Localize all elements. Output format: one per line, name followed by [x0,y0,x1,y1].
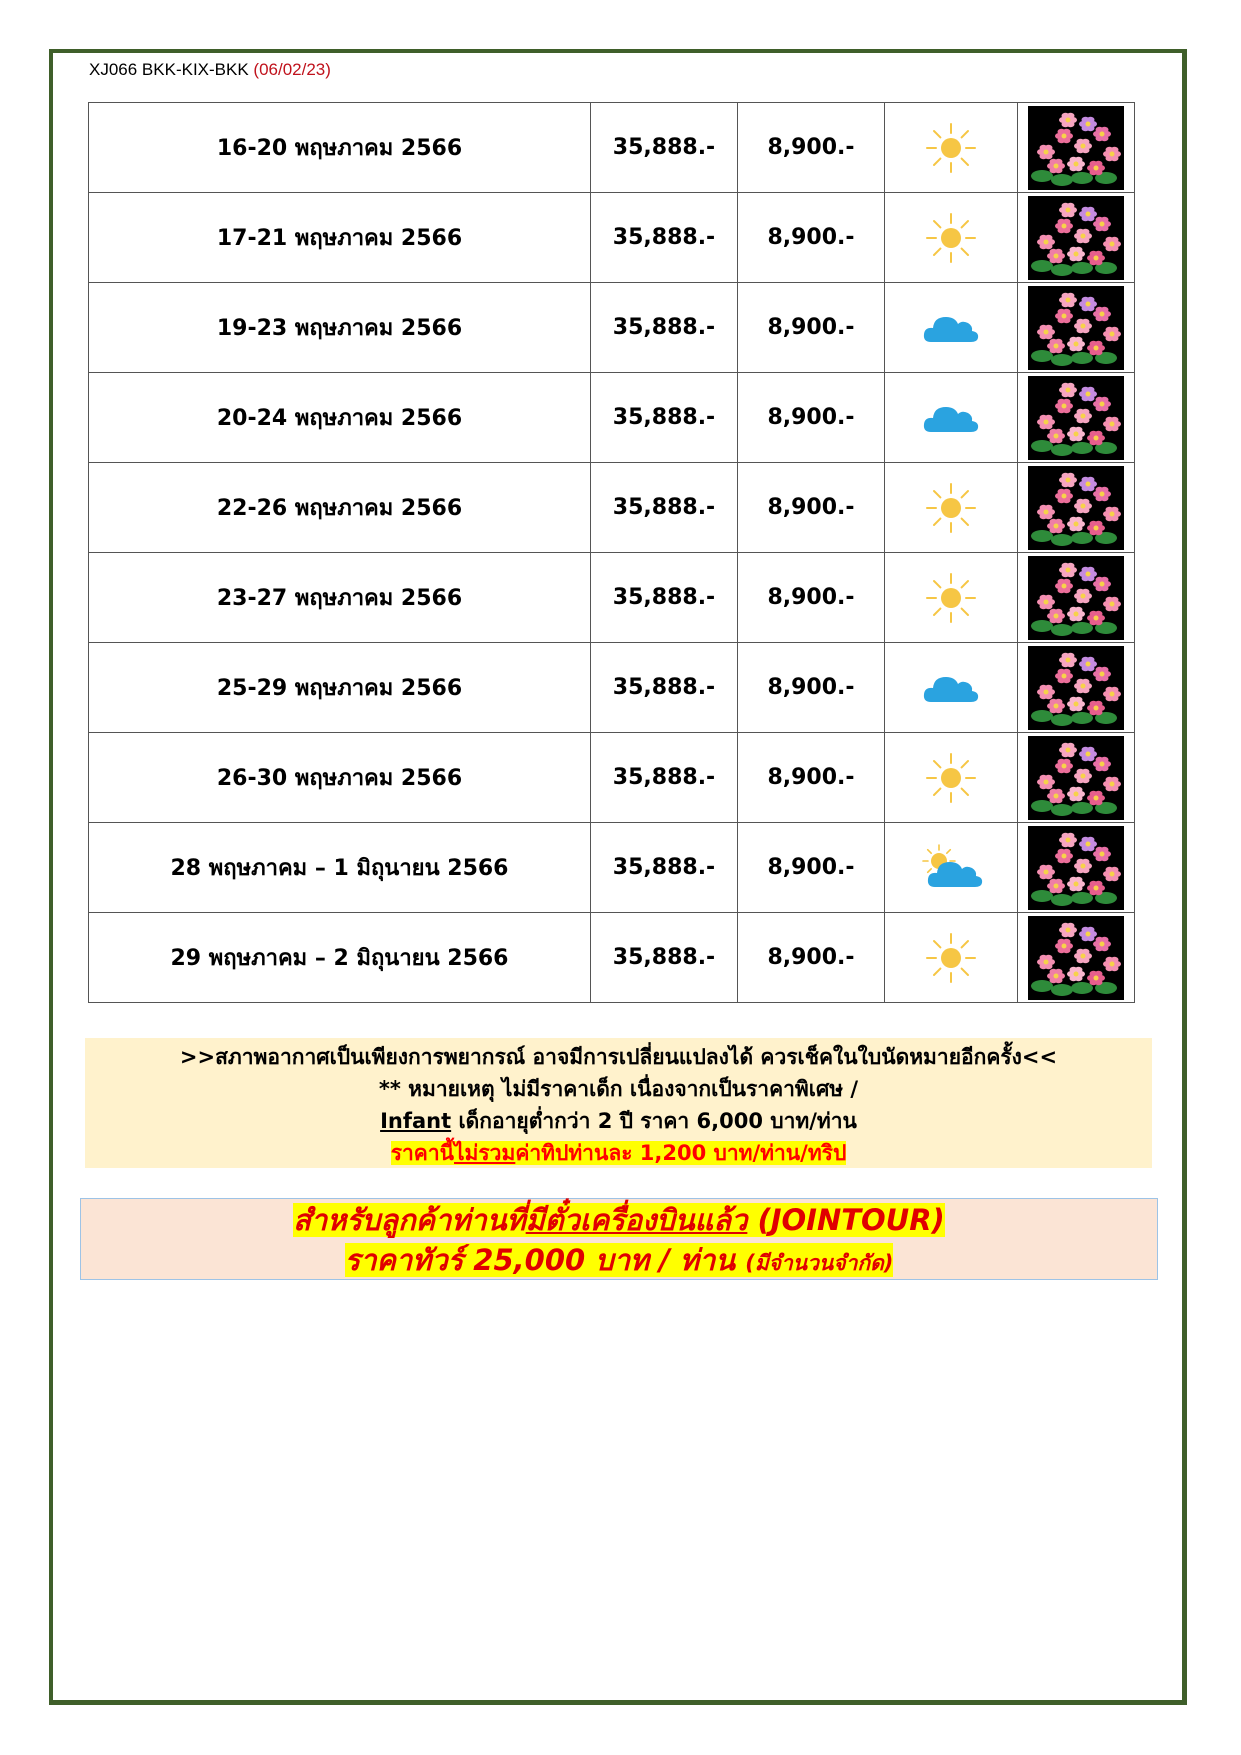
flower-cell [1018,553,1135,643]
table-row [89,913,1135,1003]
flower-cell [1018,283,1135,373]
price: 35,888.- [591,373,738,463]
tip-note-part-c: ค่าทิปท่านละ 1,200 บาท/ท่าน/ทริป [515,1141,847,1165]
jointour-line2-highlight [345,1243,894,1277]
table-row [89,643,1135,733]
tour-code: XJ066 BKK-KIX-BKK [89,60,249,79]
sun-icon [885,750,1017,806]
flower-image [1018,286,1134,370]
flower-cell [1018,643,1135,733]
sun-icon [885,930,1017,986]
partly-cloudy-icon [885,843,1017,893]
schedule-table [88,102,1135,1003]
sun-icon [885,570,1017,626]
travel-dates: 17-21 พฤษภาคม 2566 [89,193,591,283]
travel-dates: 29 พฤษภาคม – 2 มิถุนายน 2566 [89,913,591,1003]
jointour-line1-highlight [293,1203,945,1237]
price: 35,888.- [591,913,738,1003]
flower-image [1018,916,1134,1000]
sun-icon [885,210,1017,266]
cloud-icon [885,398,1017,438]
single-supplement: 8,900.- [738,463,885,553]
weather-cell [885,823,1018,913]
price: 35,888.- [591,823,738,913]
single-supplement: 8,900.- [738,823,885,913]
travel-dates: 20-24 พฤษภาคม 2566 [89,373,591,463]
weather-cell [885,373,1018,463]
flower-image [1018,106,1134,190]
travel-dates: 26-30 พฤษภาคม 2566 [89,733,591,823]
sun-icon [885,120,1017,176]
travel-dates: 22-26 พฤษภาคม 2566 [89,463,591,553]
price: 35,888.- [591,193,738,283]
flower-cell [1018,373,1135,463]
weather-cell [885,553,1018,643]
flower-image [1018,556,1134,640]
single-supplement: 8,900.- [738,103,885,193]
weather-cell [885,733,1018,823]
table-row [89,823,1135,913]
travel-dates: 16-20 พฤษภาคม 2566 [89,103,591,193]
single-supplement: 8,900.- [738,733,885,823]
single-supplement: 8,900.- [738,373,885,463]
cloud-icon [885,308,1017,348]
flower-cell [1018,733,1135,823]
price: 35,888.- [591,283,738,373]
flower-image [1018,736,1134,820]
weather-disclaimer: >>สภาพอากาศเป็นเพียงการพยากรณ์ อาจมีการเปลี่ยนแปลงได้ ควรเช็คในใบนัดหมายอีกครั้ง<< [179,1045,1058,1069]
infant-price-text: เด็กอายุต่ำกว่า 2 ปี ราคา 6,000 บาท/ท่าน [451,1109,857,1133]
infant-price-note [85,1105,1152,1137]
flower-image [1018,646,1134,730]
price: 35,888.- [591,643,738,733]
table-row [89,553,1135,643]
flower-image [1018,826,1134,910]
weather-cell [885,643,1018,733]
tip-note-part-a: ราคานี้ [390,1141,454,1165]
table-row [89,283,1135,373]
table-row [89,463,1135,553]
weather-cell [885,913,1018,1003]
jointour-line1-c: (JOINTOUR) [747,1203,945,1237]
notes-box [85,1038,1152,1168]
flower-image [1018,466,1134,550]
price: 35,888.- [591,463,738,553]
weather-cell [885,283,1018,373]
price: 35,888.- [591,553,738,643]
flower-image [1018,196,1134,280]
sun-icon [885,480,1017,536]
travel-dates: 28 พฤษภาคม – 1 มิถุนายน 2566 [89,823,591,913]
tip-note-highlight [391,1141,847,1165]
weather-cell [885,103,1018,193]
table-row [89,193,1135,283]
flower-cell [1018,193,1135,283]
tip-note-part-b: ไม่รวม [454,1141,516,1165]
weather-cell [885,193,1018,283]
infant-label: Infant [380,1109,452,1133]
single-supplement: 8,900.- [738,913,885,1003]
flower-cell [1018,463,1135,553]
travel-dates: 23-27 พฤษภาคม 2566 [89,553,591,643]
price: 35,888.- [591,733,738,823]
flower-cell [1018,103,1135,193]
jointour-limited: (มีจำนวนจำกัด) [745,1251,894,1275]
jointour-line1-a: สำหรับลูกค้าท่านที่ [293,1203,526,1237]
page-header [89,60,331,80]
single-supplement: 8,900.- [738,553,885,643]
table-row [89,373,1135,463]
table-row [89,103,1135,193]
single-supplement: 8,900.- [738,283,885,373]
travel-dates: 19-23 พฤษภาคม 2566 [89,283,591,373]
cloud-icon [885,668,1017,708]
flower-image [1018,376,1134,460]
jointour-price: ราคาทัวร์ 25,000 บาท / ท่าน [344,1243,746,1277]
table-row [89,733,1135,823]
single-supplement: 8,900.- [738,643,885,733]
header-date: (06/02/23) [253,60,331,79]
weather-cell [885,463,1018,553]
single-supplement: 8,900.- [738,193,885,283]
price: 35,888.- [591,103,738,193]
flower-cell [1018,823,1135,913]
child-price-note: ** หมายเหตุ ไม่มีราคาเด็ก เนื่องจากเป็นราคาพิเศษ / [378,1077,859,1101]
jointour-line1 [81,1200,1157,1240]
tip-note [85,1137,1152,1169]
flower-cell [1018,913,1135,1003]
jointour-line1-b: มีตั๋วเครื่องบินแล้ว [525,1203,748,1237]
jointour-line2 [81,1240,1157,1283]
jointour-box [80,1198,1158,1280]
travel-dates: 25-29 พฤษภาคม 2566 [89,643,591,733]
